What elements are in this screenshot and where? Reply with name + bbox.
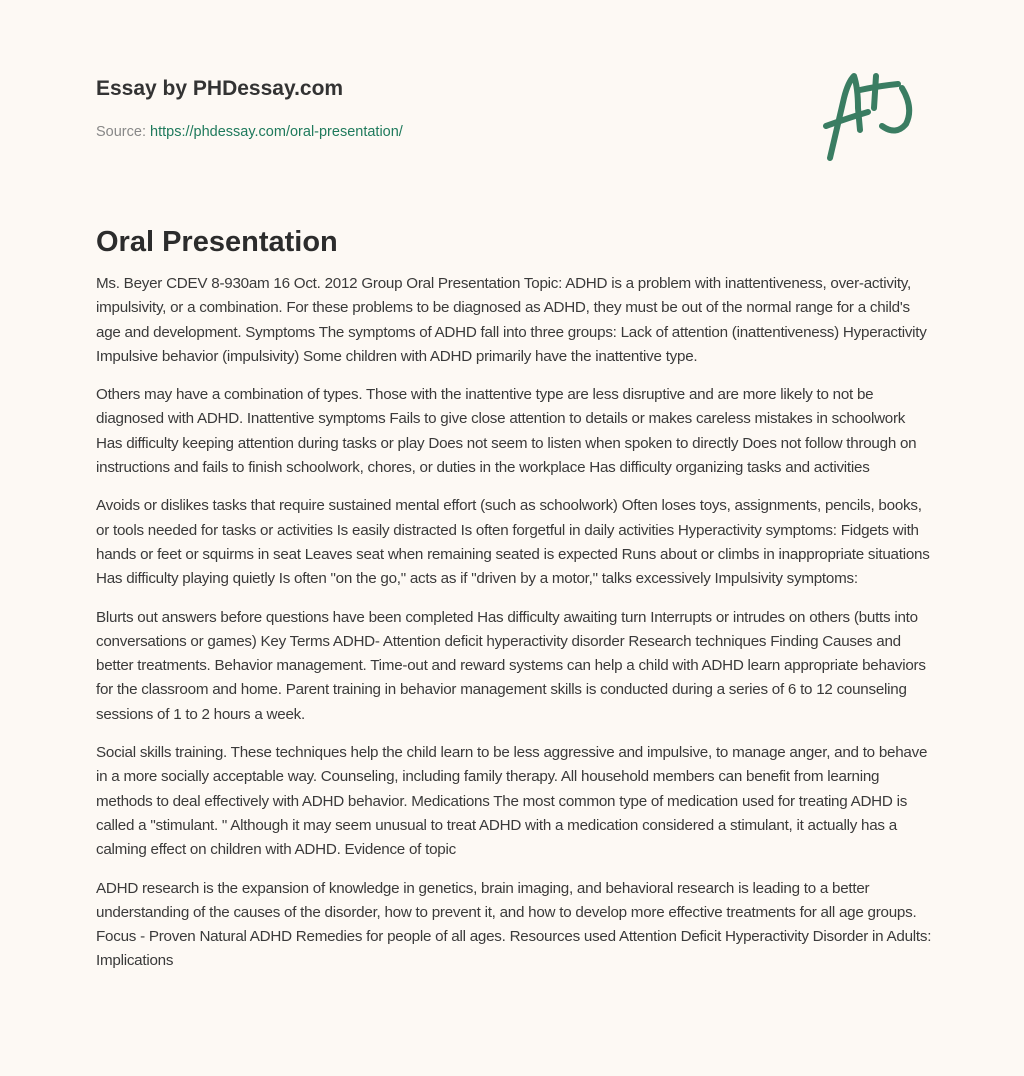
paragraph: Ms. Beyer CDEV 8-930am 16 Oct. 2012 Group Oral Presentation Topic: ADHD is a problem with inattentiveness, over-activity, impulsivity, or a combination. For these problems to be diagnosed as ADHD, they must be out of the normal range for a child's age and development. Symptoms The symptoms of ADHD fall into three groups: Lack of attention (inattentiveness) Hyperactivity Impulsive behavior (impulsivity) Some children with ADHD primarily have the inattentive type. [96,275,927,365]
page-title: Oral Presentation [96,226,338,258]
source-label: Source: [96,124,146,140]
paragraph: Others may have a combination of types. Those with the inattentive type are less disruptive and are more likely to not be diagnosed with ADHD. Inattentive symptoms Fails to give close attention to details or makes careless mistakes in schoolwork Has difficulty keeping attention during tasks or play Does not seem to listen when spoken to directly Does not follow through on instructions and fails to finish schoolwork, chores, or duties in the workplace Has difficulty organizing tasks and activities [96,386,917,477]
source-line [96,124,403,140]
paragraph: Social skills training. These techniques help the child learn to be less aggressive and impulsive, to manage anger, and to behave in a more socially acceptable way. Counseling, including family therapy. All household members can benefit from learning methods to deal effectively with ADHD behavior. Medications The most common type of medication used for treating ADHD is called a "stimulant. " Although it may seem unusual to treat ADHD with a medication considered a stimulant, it actually has a calming effect on children with ADHD. Evidence of topic [96,744,928,859]
source-link[interactable]: https://phdessay.com/oral-presentation/ [150,124,403,140]
a-plus-logo-icon [818,68,928,164]
site-brand: Essay by PHDessay.com [96,77,344,100]
paragraph: Blurts out answers before questions have been completed Has difficulty awaiting turn Interrupts or intrudes on others (butts into conversations or games) Key Terms ADHD- Attention deficit hyperactivity disorder Research techniques Finding Causes and better treatments. Behavior management. Time-out and reward systems can help a child with ADHD learn appropriate behaviors for the classroom and home. Parent training in behavior management skills is conducted during a series of 6 to 12 counseling sessions of 1 to 2 hours a week. [96,608,926,723]
essay-body [96,272,932,988]
paragraph: Avoids or dislikes tasks that require sustained mental effort (such as schoolwork) Often loses toys, assignments, pencils, books, or tools needed for tasks or activities Is easily distracted Is often forgetful in daily activities Hyperactivity symptoms: Fidgets with hands or feet or squirms in seat Leaves seat when remaining seated is expected Runs about or climbs in inappropriate situations Has difficulty playing quietly Is often "on the go," acts as if "driven by a motor," talks excessively Impulsivity symptoms: [96,497,930,588]
paragraph: ADHD research is the expansion of knowledge in genetics, brain imaging, and behavioral research is leading to a better understanding of the causes of the disorder, how to prevent it, and how to develop more effective treatments for all age groups. Focus - Proven Natural ADHD Remedies for people of all ages. Resources used Attention Deficit Hyperactivity Disorder in Adults: Implications [96,879,932,970]
